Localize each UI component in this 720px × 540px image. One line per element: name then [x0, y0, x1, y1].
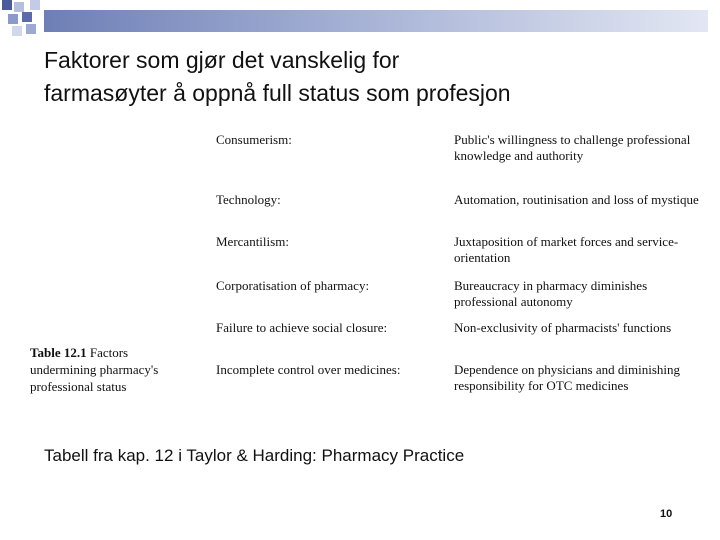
effect-cell: Dependence on physicians and diminishing responsibility for OTC medicines: [454, 362, 681, 393]
effect-cell: Automation, routinisation and loss of mystique: [454, 192, 699, 207]
effect-cell: Non-exclusivity of pharmacists' functions: [454, 320, 672, 335]
source-note: Tabell fra kap. 12 i Taylor & Harding: Pharmacy Practice: [44, 446, 465, 465]
factor-cell: Failure to achieve social closure:: [216, 320, 388, 335]
corner-squares: [0, 0, 44, 44]
page-number: 10: [660, 508, 673, 520]
effect-cell: Juxtaposition of market forces and service-orientation: [454, 234, 679, 265]
header-accent-bar: [44, 10, 708, 32]
factor-cell: Corporatisation of pharmacy:: [216, 278, 370, 293]
factor-cell: Incomplete control over medicines:: [216, 362, 401, 377]
slide-title: [44, 44, 704, 110]
title-line-1: Faktorer som gjør det vanskelig for: [44, 47, 400, 73]
factors-table: [210, 128, 710, 418]
factor-cell: Consumerism:: [216, 132, 292, 147]
table-caption: [30, 344, 170, 395]
title-line-2: farmasøyter å oppnå full status som profesjon: [44, 80, 511, 106]
effect-cell: Public's willingness to challenge professional knowledge and authority: [454, 132, 691, 163]
factor-cell: Mercantilism:: [216, 234, 289, 249]
caption-label: Table 12.1: [30, 345, 87, 360]
factor-cell: Technology:: [216, 192, 281, 207]
caption-text: Factors undermining pharmacy's professional status: [30, 345, 159, 394]
effect-cell: Bureaucracy in pharmacy diminishes professional autonomy: [454, 278, 648, 309]
